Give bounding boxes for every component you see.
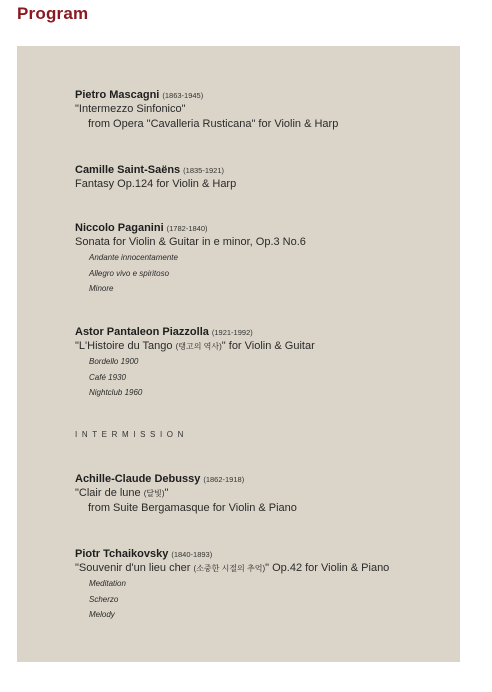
work-title: Sonata for Violin & Guitar in e minor, Op.3 No.6: [75, 236, 306, 248]
work-title-suffix: ": [164, 487, 169, 499]
composer-dates: (1840-1893): [171, 550, 213, 559]
movement: Melody: [89, 610, 115, 619]
program-panel: [17, 46, 460, 662]
work-title-suffix: " Op.42 for Violin & Piano: [265, 562, 390, 574]
composer-dates: (1782-1840): [166, 224, 208, 233]
composer-name: Pietro Mascagni: [75, 89, 160, 101]
work-title-korean: (소중한 시절의 추억): [193, 564, 266, 573]
work-title-korean: (탱고의 역사): [175, 342, 222, 351]
program-entry-mascagni: [75, 89, 450, 132]
composer-name: Achille-Claude Debussy: [75, 473, 201, 485]
page-title: Program: [17, 4, 89, 23]
composer-line: [75, 89, 450, 102]
movement: Scherzo: [89, 594, 119, 604]
movement: Nightclub 1960: [89, 388, 143, 397]
work-subtitle: from Suite Bergamasque for Violin & Piano: [88, 502, 297, 514]
movement: Café 1930: [89, 372, 126, 382]
work-title: [75, 561, 450, 576]
program-entry-debussy: [75, 473, 450, 516]
composer-line: [75, 473, 450, 486]
work-title: [75, 339, 450, 354]
composer-line: [75, 222, 450, 235]
program-entry-saint-saens: [75, 164, 450, 192]
composer-name: Camille Saint-Saëns: [75, 164, 181, 176]
intermission-label: INTERMISSION: [75, 430, 188, 439]
work-title-korean: (달빛): [143, 489, 165, 498]
movement: Allegro vivo e spiritoso: [89, 268, 170, 278]
movement: Andante innocentamente: [89, 253, 178, 262]
composer-dates: (1835-1921): [183, 166, 225, 175]
movement: Minore: [89, 284, 114, 293]
work-title-text: "L'Histoire du Tango: [75, 340, 176, 352]
composer-dates: (1921-1992): [211, 328, 253, 337]
program-entry-paganini: [75, 222, 450, 297]
work-title-suffix: " for Violin & Guitar: [221, 340, 315, 352]
work-title-text: "Souvenir d'un lieu cher: [75, 562, 194, 574]
composer-line: [75, 164, 450, 177]
composer-dates: (1863-1945): [162, 91, 204, 100]
movement: Bordello 1900: [89, 357, 139, 366]
work-subtitle: from Opera "Cavalleria Rusticana" for Violin & Harp: [88, 118, 339, 130]
work-title-text: "Clair de lune: [75, 487, 144, 499]
composer-dates: (1862-1918): [203, 475, 245, 484]
composer-line: [75, 326, 450, 339]
work-title: "Intermezzo Sinfonico": [75, 103, 186, 115]
program-entry-piazzolla: [75, 326, 450, 401]
program-entry-tchaikovsky: [75, 548, 450, 623]
work-title: Fantasy Op.124 for Violin & Harp: [75, 178, 237, 190]
composer-name: Niccolo Paganini: [75, 222, 164, 234]
composer-name: Piotr Tchaikovsky: [75, 548, 169, 560]
composer-line: [75, 548, 450, 561]
movement: Meditation: [89, 579, 126, 588]
work-title: [75, 486, 450, 501]
composer-name: Astor Pantaleon Piazzolla: [75, 326, 209, 338]
